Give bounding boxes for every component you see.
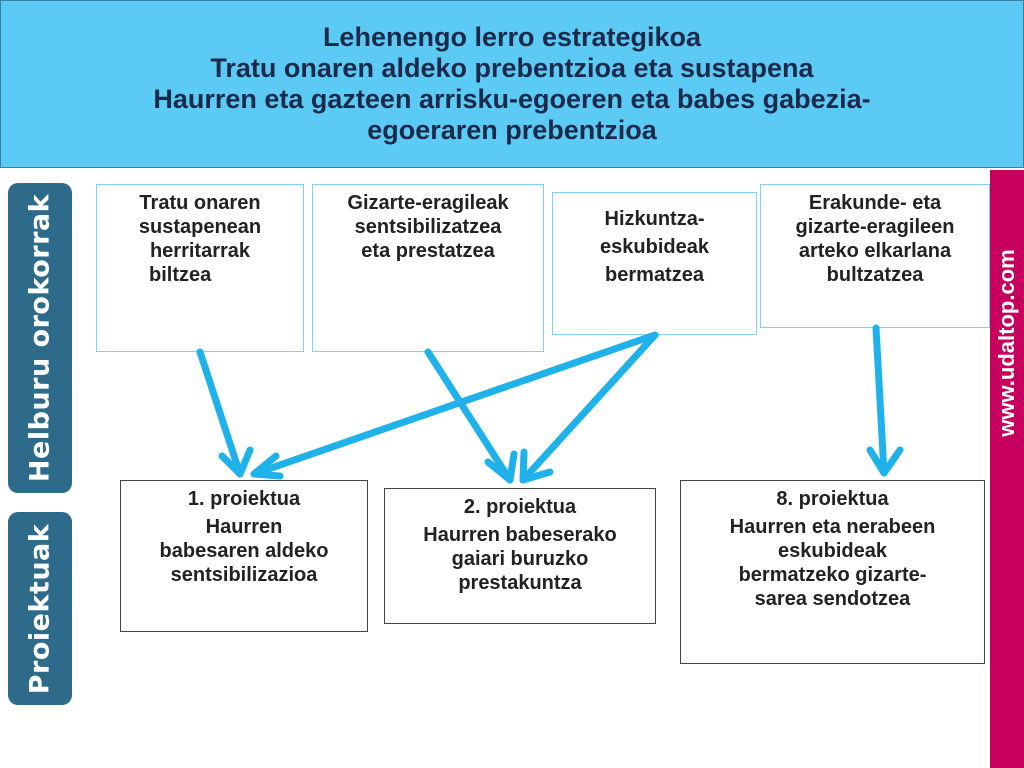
header-title: Lehenengo lerro estrategikoa: [322, 22, 702, 52]
project-8-line: bermatzeko gizarte-: [738, 564, 927, 586]
project-8-line: sarea sendotzea: [754, 588, 911, 610]
project-2-number: 2. proiektua: [463, 496, 577, 518]
goal-4-line: gizarte-eragileen: [795, 216, 955, 238]
goal-1-line: biltzea: [149, 264, 212, 286]
goal-3-line: eskubideak: [600, 236, 709, 258]
arrow-goal4-to-project8: [870, 328, 900, 473]
goal-1-line: sustapenean: [138, 216, 262, 238]
goal-3-line: bermatzea: [605, 264, 704, 286]
goal-2-line: eta prestatzea: [361, 240, 495, 262]
arrow-goal2-to-project2: [428, 352, 514, 480]
goal-2-line: sentsibilizatzea: [354, 216, 502, 238]
general-goals-label-text: Helburu orokorrak: [24, 193, 56, 483]
project-1-line: sentsibilizazioa: [170, 564, 318, 586]
projects-label-text: Proiektuak: [24, 523, 56, 694]
goal-3-line: Hizkuntza-: [604, 208, 705, 230]
project-8-line: eskubideak: [778, 540, 887, 562]
project-8-number: 8. proiektua: [776, 488, 889, 510]
arrow-goal1-to-project1: [200, 352, 250, 474]
goal-1-line: herritarrak: [149, 240, 251, 262]
project-2-line: prestakuntza: [458, 572, 582, 594]
watermark-text: www.udaltop.com: [994, 249, 1019, 437]
project-1-line: Haurren: [205, 516, 283, 538]
goal-2-line: Gizarte-eragileak: [347, 192, 509, 214]
project-2-line: gaiari buruzko: [451, 548, 589, 570]
goal-4-line: Erakunde- eta: [808, 192, 942, 214]
header-description-line-2: egoeraren prebentzioa: [367, 115, 657, 145]
project-1-number: 1. proiektua: [187, 488, 301, 510]
header-description-line-1: Haurren eta gazteen arrisku-egoeren eta babes gabezia-: [153, 84, 871, 114]
project-2-line: Haurren babeserako: [423, 524, 617, 546]
project-8-line: Haurren eta nerabeen: [729, 516, 936, 538]
goal-1-line: Tratu onaren: [139, 192, 261, 214]
goal-4-line: arteko elkarlana: [798, 240, 952, 262]
header-subtitle: Tratu onaren aldeko prebentzioa eta sustapena: [210, 53, 814, 83]
project-1-line: babesaren aldeko: [159, 540, 329, 562]
goal-4-line: bultzatzea: [826, 264, 924, 286]
